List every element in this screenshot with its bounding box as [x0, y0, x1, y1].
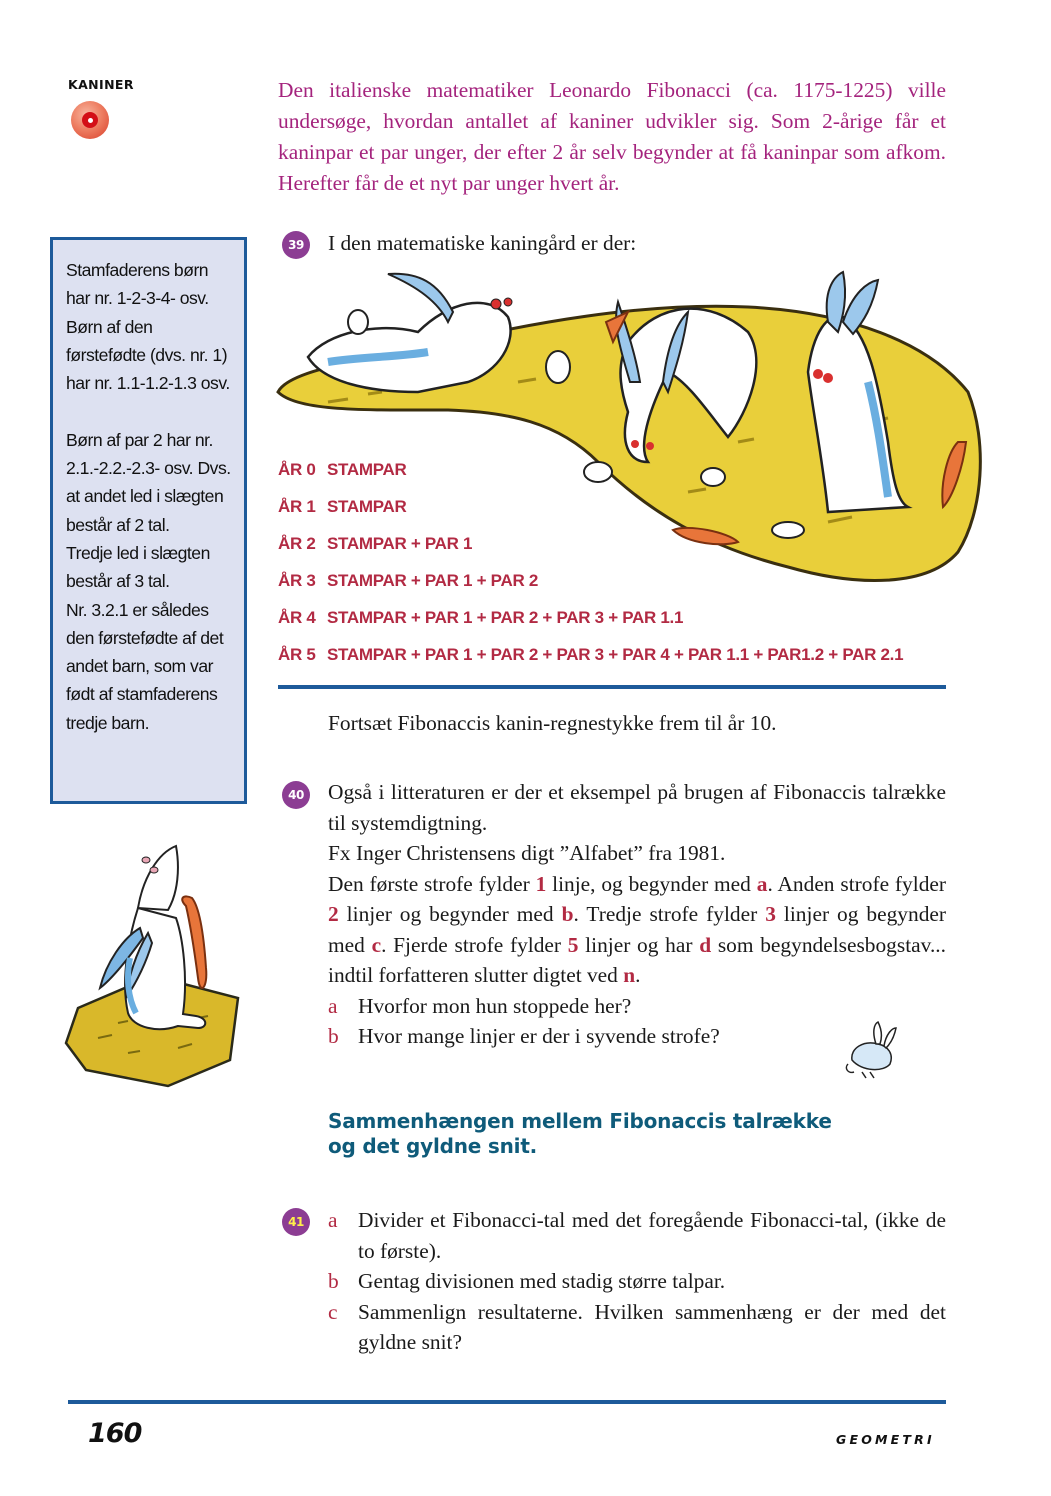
- exercise-39-prompt: I den matematiske kaningård er der:: [328, 231, 637, 255]
- year-pairs: STAMPAR + PAR 1 + PAR 2 + PAR 3 + PAR 4 + PAR 1.1 + PAR1.2 + PAR 2.1: [327, 645, 904, 664]
- info-paragraph-1: Stamfaderens børn har nr. 1-2-3-4- osv. Børn af den førstefødte (dvs. nr. 1) har nr. 1.1-1.2-1.3 osv.: [66, 260, 230, 394]
- question-item: [328, 1266, 946, 1297]
- year-pairs: STAMPAR + PAR 1: [327, 534, 473, 553]
- year-label: ÅR 1: [278, 497, 316, 516]
- year-row: [278, 641, 903, 678]
- year-label: ÅR 3: [278, 571, 316, 590]
- question-item: [328, 1205, 946, 1266]
- exercise-40-description: Den første strofe fylder 1 linje, og begynder med a. Anden strofe fylder 2 linjer og begynder med b. Tredje strofe fylder 3 linjer og begynder med c. Fjerde strofe fylder 5 linjer og har d som begyndelsesbogstav... indtil forfatteren slutter digtet ved n.: [328, 871, 947, 987]
- question-text: Sammenlign resultaterne. Hvilken sammenhæng er der med det gyldne snit?: [358, 1299, 946, 1354]
- cd-audio-icon[interactable]: [71, 101, 109, 139]
- section-heading-line: Sammenhængen mellem Fibonaccis talrække: [328, 1109, 832, 1133]
- question-text: Hvor mange linjer er der i syvende strofe?: [358, 1024, 720, 1048]
- question-text: Gentag divisionen med stadig større talpar.: [358, 1269, 726, 1293]
- intro-paragraph: Den italienske matematiker Leonardo Fibonacci (ca. 1175-1225) ville undersøge, hvordan antallet af kaniner udvikler sig. Som 2-årige får et kaninpar et par unger, der efter 2 år selv begynder at få kaninpar som afkom. Herefter får de et nyt par unger hvert år.: [278, 78, 946, 195]
- year-row: [278, 567, 903, 604]
- year-pairs: STAMPAR: [327, 460, 407, 479]
- year-row: [278, 604, 903, 641]
- small-rabbit-illustration: [842, 1020, 904, 1080]
- exercise-40-body: [328, 777, 946, 1052]
- section-heading: [328, 1109, 832, 1159]
- question-letter: a: [328, 993, 338, 1018]
- year-row: [278, 530, 903, 567]
- year-pairs: STAMPAR + PAR 1 + PAR 2 + PAR 3 + PAR 1.1: [327, 608, 684, 627]
- page-number: 160: [88, 1418, 142, 1449]
- section-heading-line: og det gyldne snit.: [328, 1134, 538, 1158]
- year-label: ÅR 2: [278, 534, 316, 553]
- year-pairs: STAMPAR: [327, 497, 407, 516]
- exercise-number-badge: 41: [282, 1208, 310, 1236]
- year-row: [278, 456, 903, 493]
- exercise-40-intro: Også i litteraturen er der et eksempel på brugen af Fibonaccis talrække til systemdigtning.: [328, 780, 946, 835]
- question-item: [328, 1297, 946, 1358]
- running-head: GEOMETRI: [836, 1432, 935, 1447]
- question-item: [328, 991, 946, 1022]
- exercise-number-badge: 40: [282, 781, 310, 809]
- info-paragraph-4: Nr. 3.2.1 er således den førstefødte af det andet barn, som var født af stamfaderens tredje barn.: [66, 599, 224, 733]
- question-text: Hvorfor mon hun stoppede her?: [358, 993, 632, 1018]
- exercise-number-badge: 39: [282, 231, 310, 259]
- year-label: ÅR 0: [278, 460, 316, 479]
- margin-label: KANINER: [68, 77, 134, 92]
- question-letter: a: [328, 1208, 338, 1232]
- exercise-39-task: Fortsæt Fibonaccis kanin-regnestykke frem til år 10.: [328, 711, 777, 735]
- info-paragraph-3: Tredje led i slægten består af 3 tal.: [66, 542, 210, 592]
- year-list: [278, 456, 903, 678]
- question-letter: b: [328, 1024, 339, 1048]
- exercise-40-example: Fx Inger Christensens digt ”Alfabet” fra 1981.: [328, 841, 726, 865]
- standing-rabbit-illustration: [58, 838, 248, 1093]
- info-box: [50, 237, 247, 804]
- section-divider: [278, 685, 946, 689]
- year-label: ÅR 4: [278, 608, 316, 627]
- exercise-41-body: [328, 1205, 946, 1358]
- year-label: ÅR 5: [278, 645, 316, 664]
- footer-rule: [68, 1400, 946, 1404]
- question-text: Divider et Fibonacci-tal med det foregående Fibonacci-tal, (ikke de to første).: [358, 1208, 946, 1263]
- question-letter: c: [328, 1299, 338, 1324]
- question-letter: b: [328, 1269, 339, 1293]
- info-paragraph-2: Børn af par 2 har nr. 2.1.-2.2.-2.3- osv. Dvs. at andet led i slægten består af 2 tal.: [66, 429, 231, 535]
- year-pairs: STAMPAR + PAR 1 + PAR 2: [327, 571, 538, 590]
- year-row: [278, 493, 903, 530]
